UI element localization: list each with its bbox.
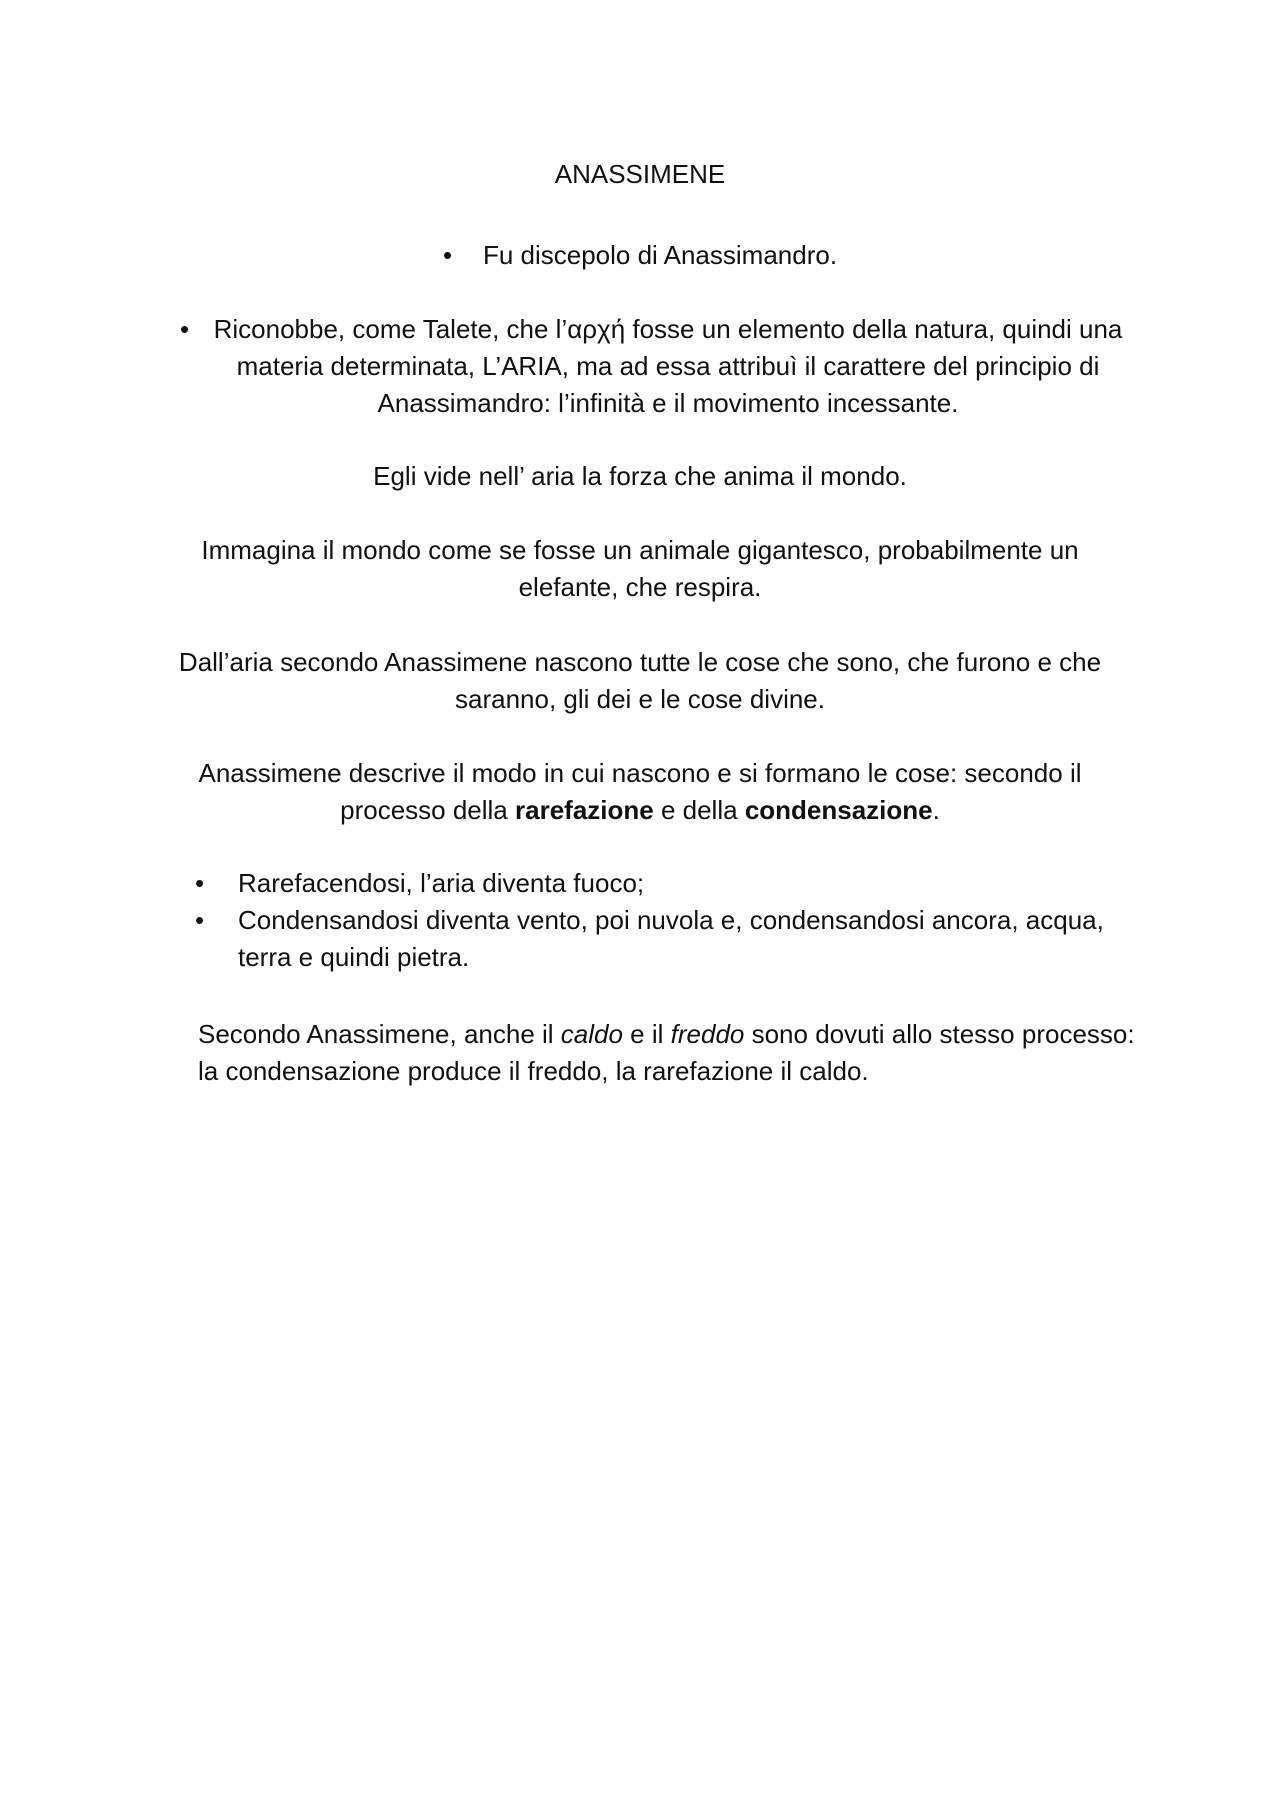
term-freddo: freddo [670,1019,745,1049]
intro-bullet-item [178,311,1158,422]
closing-text: sono dovuti allo stesso processo: la condensazione produce il freddo, la rarefazione il caldo. [198,1019,1135,1086]
list-item-text: Rarefacendosi, l’aria diventa fuoco; [238,868,645,898]
process-list [195,865,1155,976]
bullet-icon: • [442,240,453,270]
list-item [195,865,1155,902]
bullet-icon: • [195,905,205,935]
intro-item-text: Riconobbe, come Talete, che l’αρχή fosse un elemento della natura, quindi una materia determinata, L’ARIA, ma ad essa attribuì il carattere del principio di Anassimandro: l’infinità e il movimento incessante. [213,314,1123,418]
process-text: e della [653,795,745,825]
process-paragraph [150,755,1130,829]
bullet-icon: • [195,868,205,898]
list-item-text: Condensandosi diventa vento, poi nuvola e, condensandosi ancora, acqua, terra e quindi pietra. [238,905,1104,972]
intro-item-text: Fu discepolo di Anassimandro. [482,240,838,270]
bullet-icon: • [180,314,190,344]
closing-paragraph [198,1016,1158,1090]
intro-bullet-item [0,237,1280,274]
closing-text: e il [622,1019,671,1049]
term-condensazione: condensazione [744,795,933,825]
closing-text: Secondo Anassimene, anche il [198,1019,561,1049]
process-text: Anassimene descrive il modo in cui nascono e si formano le cose: secondo il processo della [198,758,1082,825]
term-caldo: caldo [560,1019,623,1049]
list-item [195,902,1155,976]
page-title: ANASSIMENE [554,159,726,189]
term-rarefazione: rarefazione [515,795,654,825]
paragraph: Immagina il mondo come se fosse un animale gigantesco, probabilmente un elefante, che respira. [201,535,1079,602]
process-text: . [932,795,940,825]
paragraph: Dall’aria secondo Anassimene nascono tutte le cose che sono, che furono e che saranno, gli dei e le cose divine. [178,647,1102,714]
paragraph: Egli vide nell’ aria la forza che anima il mondo. [373,461,907,491]
